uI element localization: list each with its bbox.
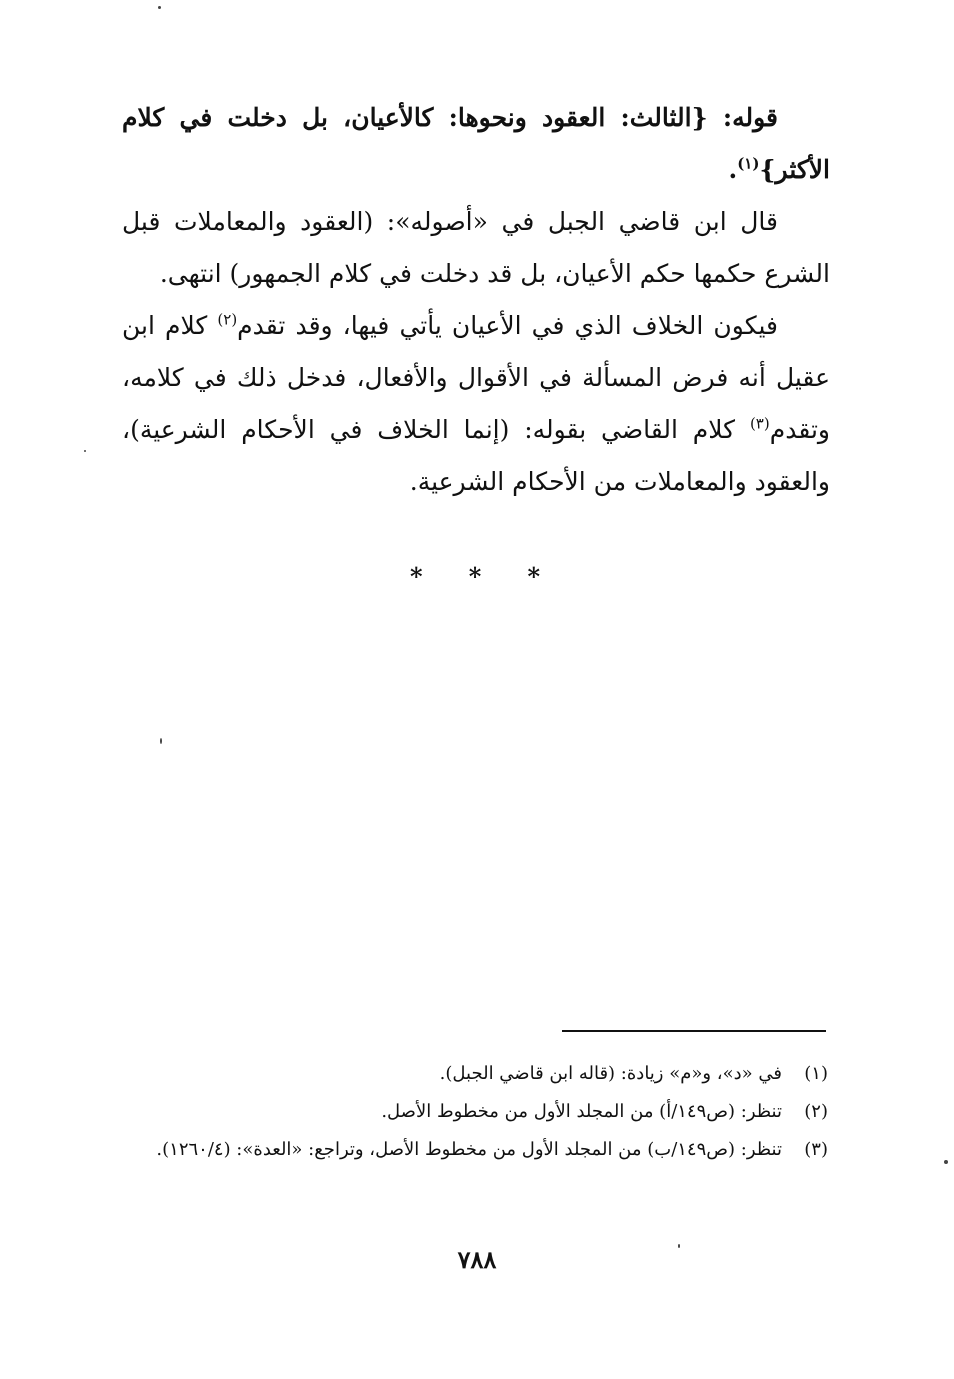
heading-prefix: قوله: [707,103,778,132]
separator-asterisk: * [410,562,423,591]
section-separator [410,562,540,591]
main-text-block [122,92,830,508]
footnote-text: في «د»، و«م» زيادة: (قاله ابن قاضي الجبل). [439,1063,782,1084]
footnote-text: تنظر: (ص١٤٩/أ) من المجلد الأول من مخطوط الأصل. [381,1101,782,1122]
scan-speck [160,738,162,744]
scan-speck [944,1160,948,1164]
footnote-item-2 [120,1093,828,1131]
scan-speck [158,6,161,9]
paragraph-2-part-3: كلام القاضي بقوله: (إنما الخلاف في الأحكام الشرعية)، والعقود والمعاملات من الأحكام الشرعية. [122,415,830,496]
footnote-number: (١) [804,1063,828,1084]
footnote-ref-1: (١) [737,154,760,173]
footnote-number: (٢) [804,1101,828,1122]
paragraph-2-part-1: فيكون الخلاف الذي في الأعيان يأتي فيها، وقد تقدم [237,311,778,340]
scan-speck [678,1244,680,1248]
paragraph-2-part-2: كلام ابن عقيل أنه فرض المسألة في الأقوال والأفعال، فدخل ذلك في كلامه، وتقدم [122,311,830,444]
heading-bold-text: {الثالث: العقود ونحوها: كالأعيان، بل دخلت في كلام الأكثر} [122,103,830,184]
heading-suffix: . [728,155,738,184]
separator-asterisk: * [527,562,540,591]
footnote-item-3 [120,1131,828,1169]
paragraph-2 [122,300,830,508]
heading-paragraph [122,92,830,196]
paragraph-1: قال ابن قاضي الجبل في «أصوله»: (العقود والمعاملات قبل الشرع حكمها حكم الأعيان، بل قد دخلت في كلام الجمهور) انتهى. [122,207,830,288]
footnote-item-1 [120,1055,828,1093]
footnote-number: (٣) [804,1139,828,1160]
footnote-divider [562,1030,826,1032]
page-number: ٧٨٨ [457,1245,497,1274]
footnote-ref-3: (٣) [749,414,770,433]
scan-speck [84,450,86,452]
footnote-ref-2: (٢) [217,310,238,329]
footnotes-section [120,1055,828,1169]
separator-asterisk: * [468,562,482,591]
footnote-text: تنظر: (ص١٤٩/ب) من المجلد الأول من مخطوط الأصل، وتراجع: «العدة»: (١٢٦٠/٤). [156,1139,782,1160]
